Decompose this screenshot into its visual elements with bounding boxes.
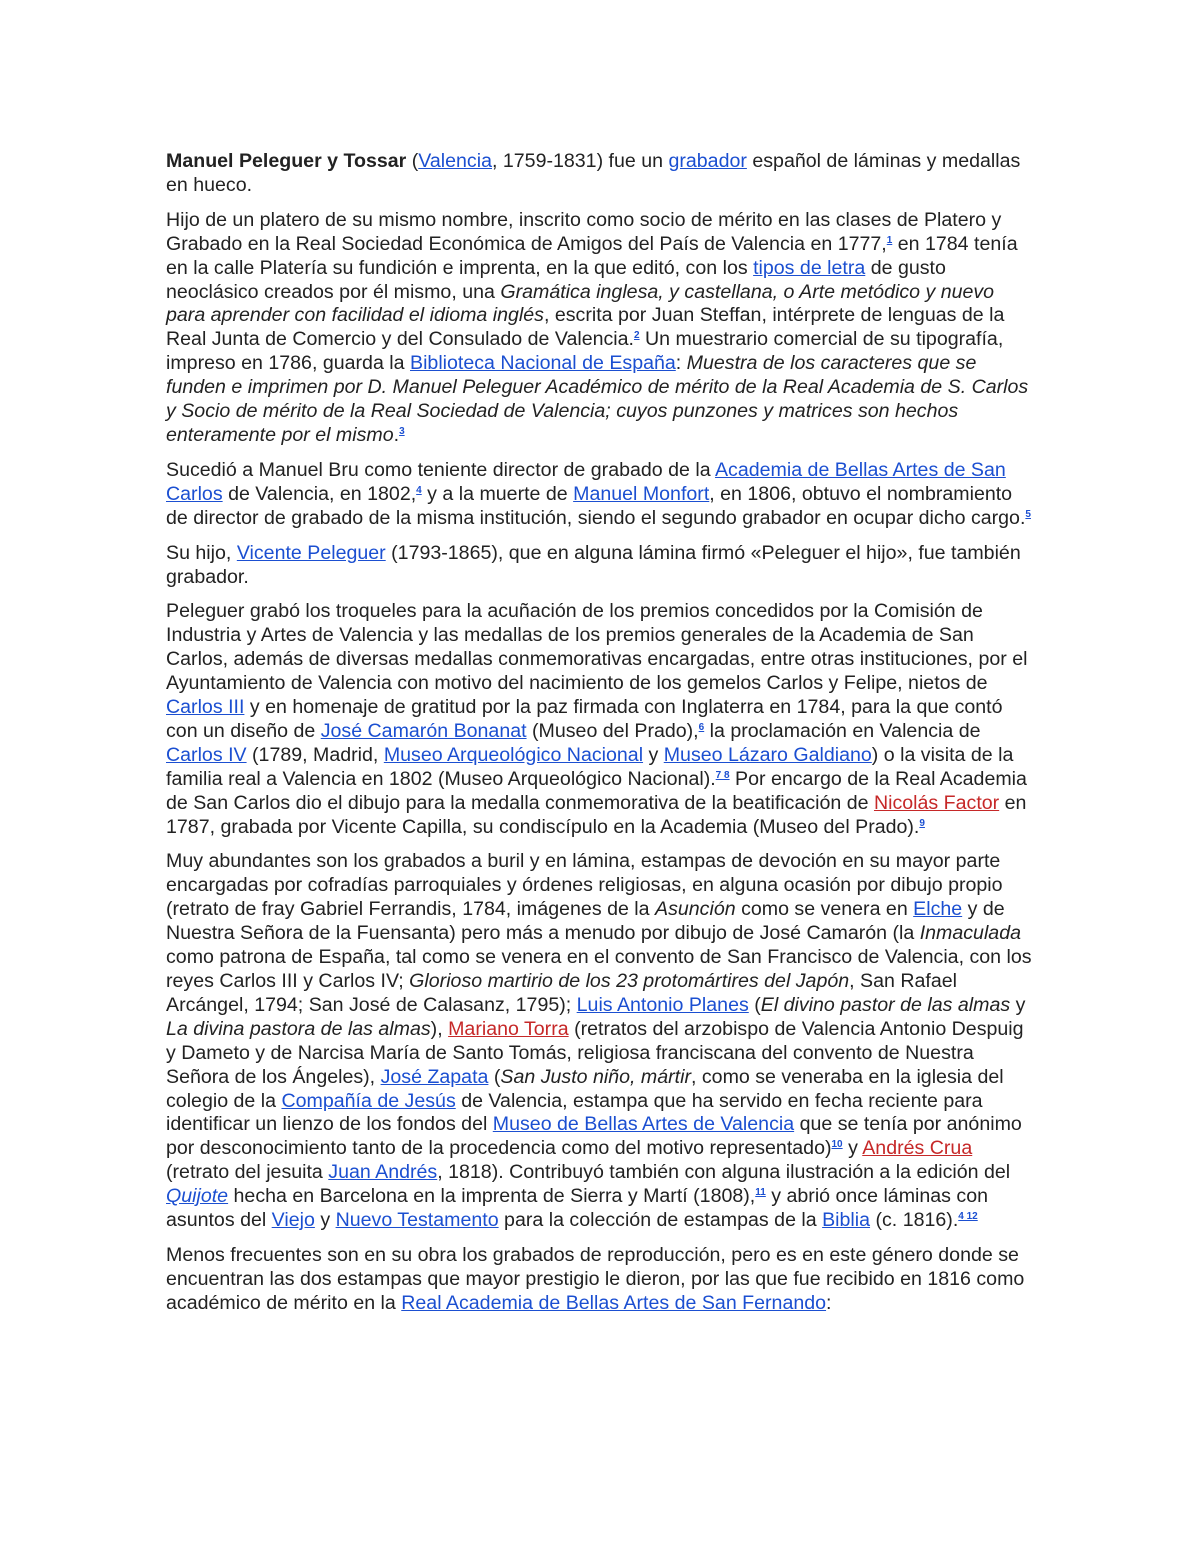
text: en 1784 tenía en la calle Platería su fundición e imprenta, en la que editó, con los (166, 232, 1018, 279)
text: ( (406, 150, 419, 172)
link-valencia[interactable]: Valencia (418, 150, 492, 172)
text: : (826, 1291, 832, 1314)
link-nicolas-factor[interactable]: Nicolás Factor (873, 791, 1000, 814)
link-grabador[interactable]: grabador (668, 150, 747, 172)
text: Un muestrario comercial de su tipografía, impreso en 1786, guarda la (166, 328, 1004, 375)
reference-11 (755, 1187, 766, 1198)
text: (1789, Madrid, (246, 743, 384, 766)
ref-link-3[interactable]: 3 (399, 425, 405, 437)
text: : (675, 352, 687, 375)
text: , 1759-1831) fue un (491, 150, 669, 172)
work-title: Inmaculada (919, 922, 1022, 945)
link-compania-de-jesus[interactable]: Compañía de Jesús (281, 1089, 456, 1112)
text: (c. 1816). (870, 1209, 959, 1232)
text: de Valencia, estampa que ha servido en fecha reciente para identificar un lienzo de los fondos del (166, 1089, 983, 1136)
paragraph-medals (166, 600, 1038, 839)
link-carlos-iii[interactable]: Carlos III (166, 696, 245, 719)
paragraph-biography (166, 209, 1038, 448)
paragraph-engravings (166, 850, 1038, 1233)
text: y a la muerte de (421, 482, 574, 505)
paragraph-intro (166, 150, 1038, 198)
link-juan-andres[interactable]: Juan Andrés (328, 1161, 438, 1184)
text: de gusto neoclásico creados por él mismo, una (166, 256, 946, 303)
text: y en homenaje de gratitud por la paz firmada con Inglaterra en 1784, para la que contó con un diseño de (166, 696, 1003, 742)
link-mariano-torra[interactable]: Mariano Torra (448, 1017, 569, 1040)
ref-link-7-8[interactable]: 7 8 (715, 769, 730, 781)
ref-link-4-12[interactable]: 4 12 (958, 1211, 978, 1223)
reference-5 (1025, 509, 1031, 520)
link-luis-antonio-planes[interactable]: Luis Antonio Planes (576, 993, 749, 1016)
text: , 1818). Contribuyó también con alguna ilustración a la edición del (437, 1161, 1011, 1184)
link-carlos-iv[interactable]: Carlos IV (166, 743, 247, 766)
work-title: Asunción (655, 898, 736, 921)
reference-3 (399, 426, 405, 437)
paragraph-reproductions (166, 1244, 1038, 1316)
text: en 1787, grabada por Vicente Capilla, su condiscípulo en la Academia (Museo del Prado). (166, 791, 1027, 838)
text: Menos frecuentes son en su obra los grabados de reproducción, pero es en este género donde se encuentran las dos estampas que mayor prestigio le dieron, por las que fue recibido en 1816 como académico de mérito en la (166, 1243, 1025, 1314)
link-nuevo-testamento[interactable]: Nuevo Testamento (335, 1209, 499, 1232)
text: , como se veneraba en la iglesia del colegio de la (166, 1065, 1004, 1112)
reference-9 (919, 818, 925, 829)
reference-4-12 (958, 1211, 977, 1222)
work-title: Glorioso martirio de los 23 protomártires del Japón (409, 970, 850, 992)
work-title: La divina pastora de las almas (166, 1017, 431, 1040)
text: (Museo del Prado), (526, 719, 699, 742)
text: ( (488, 1065, 501, 1088)
link-biblia[interactable]: Biblia (822, 1209, 871, 1232)
link-quijote[interactable]: Quijote (166, 1185, 229, 1208)
text: hecha en Barcelona en la imprenta de Sierra y Martí (1808), (228, 1185, 756, 1208)
ref-link-2[interactable]: 2 (633, 330, 640, 342)
text: , en 1806, obtuvo el nombramiento de director de grabado de la misma institución, siendo el segundo grabador en ocupar dicho cargo. (166, 482, 1026, 529)
link-museo-arqueologico[interactable]: Museo Arqueológico Nacional (383, 743, 644, 766)
text: ) o la visita de la familia real a Valencia en 1802 (Museo Arqueológico Nacional). (166, 743, 1014, 790)
paragraph-son (166, 542, 1038, 590)
link-viejo-testamento[interactable]: Viejo (271, 1209, 315, 1232)
text: . (393, 423, 400, 446)
text: como se venera en (735, 898, 914, 921)
text: de Valencia, en 1802, (222, 482, 417, 505)
link-tipos-de-letra[interactable]: tipos de letra (753, 256, 866, 279)
link-jose-camaron[interactable]: José Camarón Bonanat (320, 719, 527, 742)
link-vicente-peleguer[interactable]: Vicente Peleguer (236, 541, 386, 564)
link-manuel-monfort[interactable]: Manuel Monfort (573, 482, 710, 505)
text: y (842, 1137, 863, 1160)
text: la proclamación en Valencia de (704, 719, 981, 742)
article-title: Manuel Peleguer y Tossar (166, 150, 407, 172)
text: , escrita por Juan Steffan, intérprete de lenguas de la Real Junta de Comercio y del Consulado de Valencia. (166, 304, 1005, 351)
work-title: San Justo niño, mártir (500, 1065, 691, 1088)
link-museo-lazaro-galdiano[interactable]: Museo Lázaro Galdiano (663, 743, 872, 766)
text: Sucedió a Manuel Bru como teniente director de grabado de la (166, 458, 715, 481)
text: que se tenía por anónimo por desconocimiento tanto de la procedencia como del motivo representado) (166, 1113, 1022, 1160)
link-andres-crua[interactable]: Andrés Crua (862, 1137, 973, 1160)
link-museo-bellas-artes-valencia[interactable]: Museo de Bellas Artes de Valencia (492, 1113, 795, 1136)
text: Hijo de un platero de su mismo nombre, inscrito como socio de mérito en las clases de Platero y Grabado en la Real Sociedad Económica de Amigos del País de Valencia en 1777, (166, 208, 1002, 255)
link-biblioteca-nacional[interactable]: Biblioteca Nacional de España (410, 352, 676, 375)
article-body (166, 150, 1038, 1327)
text: español de láminas y medallas en hueco. (166, 150, 1021, 196)
work-title: El divino pastor de las almas (760, 993, 1011, 1016)
text: para la colección de estampas de la (498, 1209, 823, 1232)
text: , San Rafael Arcángel, 1794; San José de Calasanz, 1795); (166, 970, 957, 1016)
text: (retratos del arzobispo de Valencia Antonio Despuig y Dameto y de Narcisa María de Santo Tomás, religiosa franciscana del convento de Nuestra Señora de los Ángeles), (166, 1017, 1024, 1088)
text: Muy abundantes son los grabados a buril y en lámina, estampas de devoción en su mayor parte encargadas por cofradías parroquiales y órdenes religiosas, en alguna ocasión por dibujo propio (retrato de fray Gabriel Ferrandis, 1784, imágenes de la (166, 850, 1003, 921)
paragraph-career (166, 459, 1038, 531)
ref-link-9[interactable]: 9 (919, 817, 925, 829)
ref-link-10[interactable]: 10 (831, 1139, 843, 1151)
book-title: Muestra de los caracteres que se funden e imprimen por D. Manuel Peleguer Académico de mérito de la Real Academia de S. Carlos y Socio de mérito de la Real Sociedad de Valencia; cuyos punzones y matrices son hechos enteramente por el mismo (166, 352, 1029, 446)
link-real-academia-san-fernando[interactable]: Real Academia de Bellas Artes de San Fernando (401, 1291, 827, 1314)
text: Por encargo de la Real Academia de San Carlos dio el dibujo para la medalla conmemorativa de la beatificación de (166, 767, 1027, 814)
text: y de Nuestra Señora de la Fuensanta) pero más a menudo por dibujo de José Camarón (la (166, 898, 1005, 945)
reference-7-8 (716, 770, 730, 781)
book-title: Gramática inglesa, y castellana, o Arte metódico y nuevo para aprender con facilidad el idioma inglés (166, 280, 995, 327)
ref-link-1[interactable]: 1 (886, 234, 893, 246)
text: y (1010, 993, 1026, 1016)
link-academia-san-carlos[interactable]: Academia de Bellas Artes de San Carlos (166, 458, 1006, 505)
text: como patrona de España, tal como se venera en el convento de San Francisco de Valencia, con los reyes Carlos III y Carlos IV; (166, 946, 1032, 992)
text: (1793-1865), que en alguna lámina firmó «Peleguer el hijo», fue también grabador. (166, 541, 1021, 588)
text: Peleguer grabó los troqueles para la acuñación de los premios concedidos por la Comisión de Industria y Artes de Valencia y las medallas de los premios generales de la Academia de San Carlos, además de diversas medallas conmemorativas encargadas, entre otras instituciones, por el Ayuntamiento de Valencia con motivo del nacimiento de los gemelos Carlos y Felipe, nietos de (166, 600, 1028, 695)
reference-10 (832, 1139, 843, 1150)
ref-link-4[interactable]: 4 (416, 484, 422, 496)
text: y (643, 743, 664, 766)
ref-link-11[interactable]: 11 (755, 1187, 766, 1199)
ref-link-6[interactable]: 6 (698, 721, 705, 733)
text: y abrió once láminas con asuntos del (166, 1185, 988, 1232)
text: (retrato del jesuita (166, 1161, 329, 1184)
link-jose-zapata[interactable]: José Zapata (380, 1065, 489, 1088)
text: ), (430, 1017, 449, 1040)
text: Su hijo, (166, 541, 237, 564)
text: ( (748, 993, 761, 1016)
ref-link-5[interactable]: 5 (1025, 508, 1031, 520)
link-elche[interactable]: Elche (913, 898, 963, 921)
text: y (314, 1209, 336, 1232)
